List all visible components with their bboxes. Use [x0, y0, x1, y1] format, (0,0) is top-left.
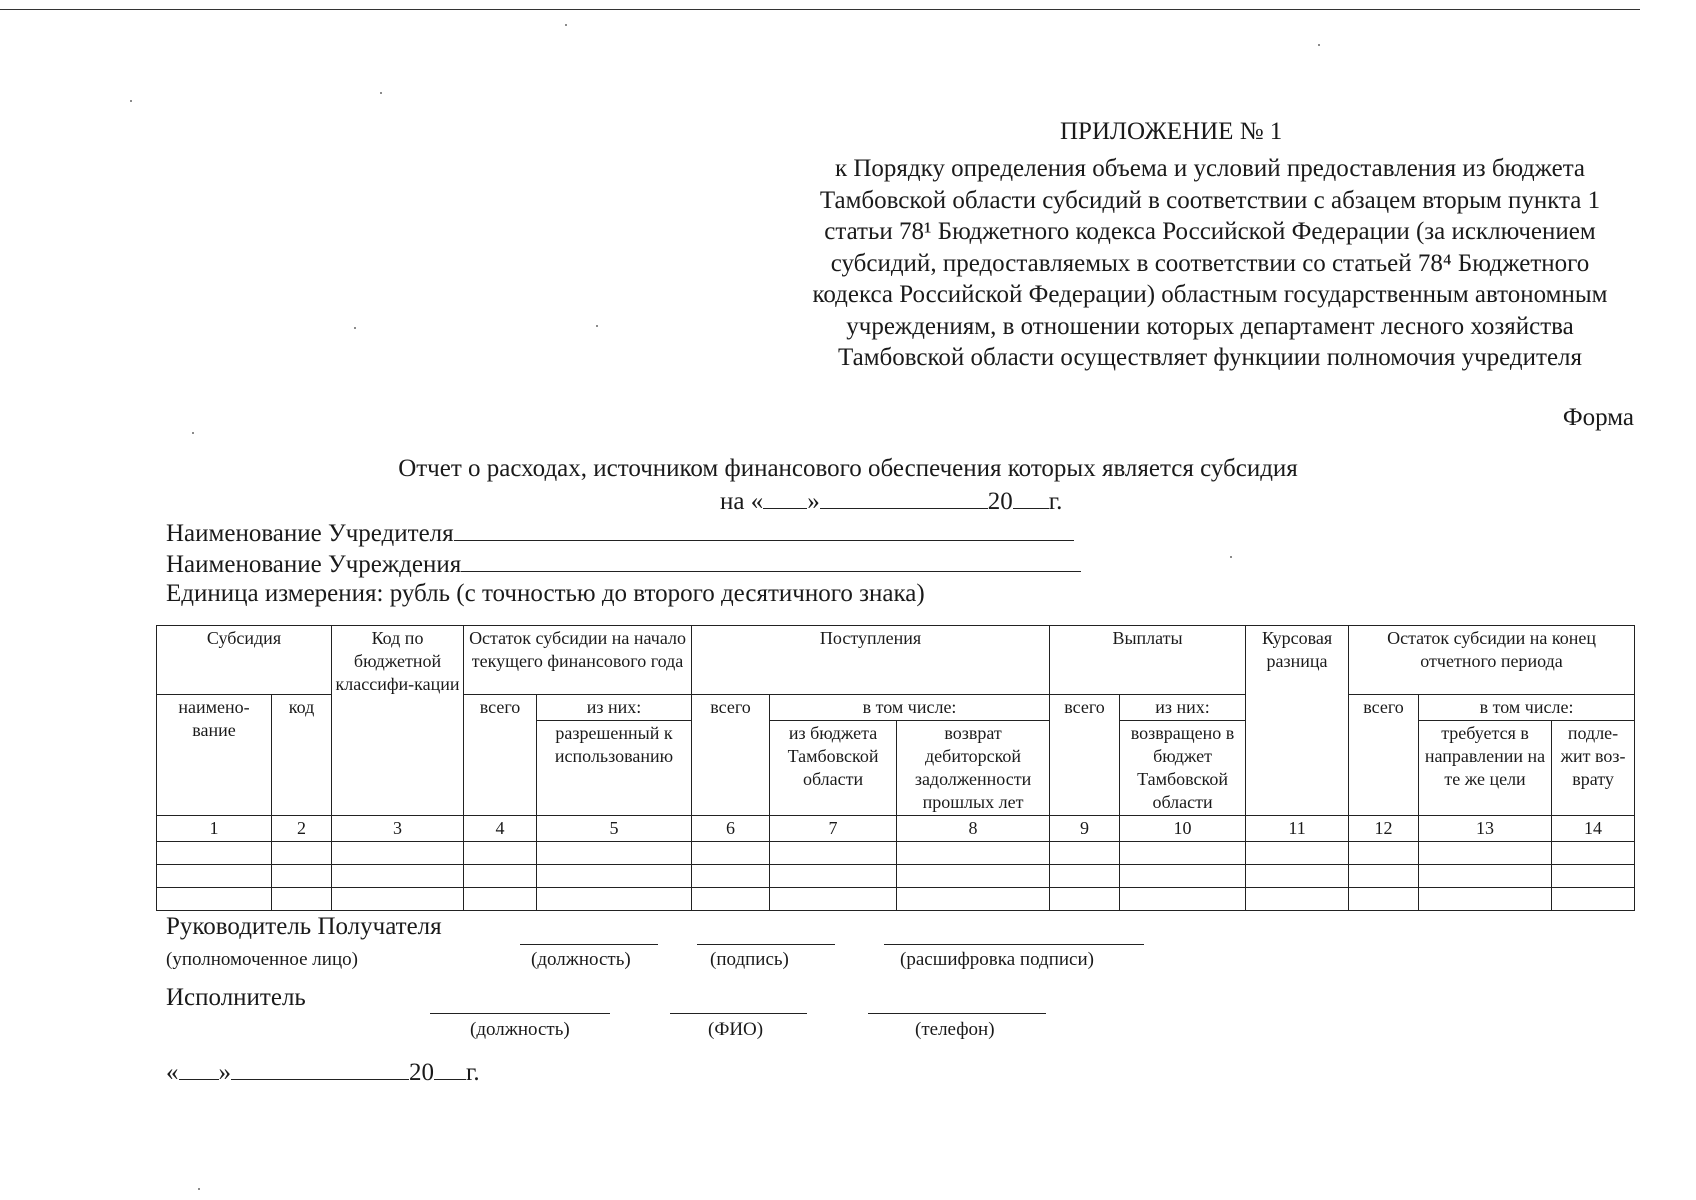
- position-caption: (должность): [531, 949, 631, 970]
- table-cell[interactable]: [157, 842, 272, 865]
- sign-date-suffix: г.: [466, 1059, 480, 1086]
- exec-phone-line[interactable]: [868, 1013, 1046, 1014]
- date-prefix: на «: [720, 488, 764, 515]
- table-cell[interactable]: [272, 842, 332, 865]
- header-from-budget: из бюджета Тамбовской области: [770, 721, 897, 816]
- speck: [380, 92, 382, 94]
- header-exchange: Курсовая разница: [1246, 626, 1349, 816]
- col-num: 12: [1349, 816, 1419, 842]
- annex-line: субсидий, предоставляемых в соответствии со статьей 78⁴ Бюджетного: [830, 249, 1590, 277]
- speck: [1230, 556, 1232, 558]
- annex-line: статьи 78¹ Бюджетного кодекса Российской Федерации (за исключением: [824, 218, 1596, 245]
- table-cell[interactable]: [1120, 888, 1246, 911]
- table-cell[interactable]: [897, 888, 1050, 911]
- exec-name-line[interactable]: [670, 1013, 807, 1014]
- table-cell[interactable]: [537, 842, 692, 865]
- table-cell[interactable]: [1120, 865, 1246, 888]
- table-cell[interactable]: [1246, 888, 1349, 911]
- institution-blank[interactable]: [461, 549, 1081, 572]
- col-num: 10: [1120, 816, 1246, 842]
- header-receipts: Поступления: [692, 626, 1050, 695]
- table-cell[interactable]: [1246, 865, 1349, 888]
- speck: [1318, 44, 1320, 46]
- header-allowed: разрешенный к использованию: [537, 721, 692, 816]
- col-num: 4: [464, 816, 537, 842]
- table-row: [157, 842, 1635, 865]
- table-cell[interactable]: [770, 842, 897, 865]
- header-total-9: всего: [1050, 695, 1120, 816]
- decoding-line[interactable]: [884, 944, 1144, 945]
- speck: [192, 432, 194, 434]
- annex-line: к Порядку определения объема и условий предоставления из бюджета: [834, 155, 1586, 182]
- header-payments: Выплаты: [1050, 626, 1246, 695]
- col-num: 6: [692, 816, 770, 842]
- header-returned: возвращено в бюджет Тамбовской области: [1120, 721, 1246, 816]
- col-num: 14: [1552, 816, 1635, 842]
- head-label: Руководитель Получателя: [166, 913, 442, 940]
- report-date: [720, 486, 1062, 516]
- annex-line: кодекса Российской Федерации) областным государственным автономным: [812, 281, 1608, 308]
- col-num: 13: [1419, 816, 1552, 842]
- header-total-12: всего: [1349, 695, 1419, 816]
- table-cell[interactable]: [1419, 842, 1552, 865]
- column-numbers-row: [157, 816, 1635, 842]
- header-subsidy: Субсидия: [157, 626, 332, 695]
- table-cell[interactable]: [1050, 865, 1120, 888]
- header-of-them-10: из них:: [1120, 695, 1246, 721]
- decoding-caption: (расшифровка подписи): [900, 949, 1094, 970]
- col-num: 8: [897, 816, 1050, 842]
- header-balance-start: Остаток субсидии на начало текущего финансового года: [464, 626, 692, 695]
- speck: [565, 24, 567, 26]
- col-num: 9: [1050, 816, 1120, 842]
- annex-title: ПРИЛОЖЕНИЕ № 1: [1060, 118, 1283, 145]
- header-total-4: всего: [464, 695, 537, 816]
- header-of-them-5: из них:: [537, 695, 692, 721]
- year-blank[interactable]: [1013, 486, 1049, 509]
- header-to-return: подле-жит воз-врату: [1552, 721, 1635, 816]
- table-cell[interactable]: [1050, 888, 1120, 911]
- day-blank[interactable]: [763, 486, 807, 509]
- table-cell[interactable]: [332, 888, 464, 911]
- header-balance-end: Остаток субсидии на конец отчетного периода: [1349, 626, 1635, 695]
- unit-label: Единица измерения: рубль (с точностью до второго десятичного знака): [166, 580, 925, 607]
- date-suffix: г.: [1048, 488, 1063, 515]
- table-cell[interactable]: [1246, 842, 1349, 865]
- header-required: требуется в направлении на те же цели: [1419, 721, 1552, 816]
- table-cell[interactable]: [272, 865, 332, 888]
- table-cell[interactable]: [1349, 865, 1419, 888]
- col-num: 2: [272, 816, 332, 842]
- sign-day-blank[interactable]: [179, 1057, 219, 1080]
- table-cell[interactable]: [332, 865, 464, 888]
- sign-date-year: 20: [409, 1059, 434, 1086]
- annex-line: Тамбовской области осуществляет функциии полномочия учредителя: [837, 344, 1583, 371]
- date-close: »: [218, 1059, 231, 1086]
- table-cell[interactable]: [464, 888, 537, 911]
- report-title: Отчет о расходах, источником финансового обеспечения которых является субсидия: [398, 455, 1298, 482]
- table-cell[interactable]: [1050, 842, 1120, 865]
- table-cell[interactable]: [537, 865, 692, 888]
- institution-field: [166, 549, 1081, 579]
- header-budget-code: Код по бюджетной классифи-кации: [332, 626, 464, 816]
- table-cell[interactable]: [157, 865, 272, 888]
- speck: [354, 327, 356, 329]
- col-num: 7: [770, 816, 897, 842]
- sign-month-blank[interactable]: [231, 1057, 409, 1080]
- table-cell[interactable]: [770, 865, 897, 888]
- sign-date: [166, 1057, 480, 1087]
- annex-line: учреждениям, в отношении которых департамент лесного хозяйства: [846, 312, 1574, 340]
- table-cell[interactable]: [692, 888, 770, 911]
- founder-field: [166, 518, 1074, 548]
- header-incl-7-8: в том числе:: [770, 695, 1050, 721]
- table-cell[interactable]: [1552, 888, 1635, 911]
- table-cell[interactable]: [332, 842, 464, 865]
- col-num: 1: [157, 816, 272, 842]
- table-row: [157, 888, 1635, 911]
- table-cell[interactable]: [464, 842, 537, 865]
- table-cell[interactable]: [1552, 865, 1635, 888]
- table-cell[interactable]: [1419, 888, 1552, 911]
- founder-label: Наименование Учредителя: [166, 520, 454, 547]
- header-code: код: [272, 695, 332, 816]
- founder-blank[interactable]: [454, 518, 1074, 541]
- month-blank[interactable]: [820, 486, 988, 509]
- executor-label: Исполнитель: [166, 984, 306, 1011]
- head-sub-label: (уполномоченное лицо): [166, 949, 358, 970]
- table-cell[interactable]: [692, 842, 770, 865]
- col-num: 3: [332, 816, 464, 842]
- table-cell[interactable]: [1552, 842, 1635, 865]
- header-name: наимено-вание: [157, 695, 272, 816]
- table-row: [157, 865, 1635, 888]
- exec-name-caption: (ФИО): [708, 1019, 764, 1040]
- table-cell[interactable]: [157, 888, 272, 911]
- signature-caption: (подпись): [710, 949, 789, 970]
- sign-year-blank[interactable]: [434, 1057, 466, 1080]
- exec-phone-caption: (телефон): [915, 1019, 995, 1040]
- header-incl-13-14: в том числе:: [1419, 695, 1635, 721]
- table-cell[interactable]: [1349, 888, 1419, 911]
- table-cell[interactable]: [537, 888, 692, 911]
- exec-position-caption: (должность): [470, 1019, 570, 1040]
- top-rule: [0, 9, 1640, 10]
- table-cell[interactable]: [1120, 842, 1246, 865]
- table-cell[interactable]: [1349, 842, 1419, 865]
- col-num: 11: [1246, 816, 1349, 842]
- form-label: Форма: [1562, 404, 1634, 431]
- header-return-debt: возврат дебиторской задолженности прошлых лет: [897, 721, 1050, 816]
- speck: [596, 325, 598, 327]
- table-cell[interactable]: [770, 888, 897, 911]
- table-cell[interactable]: [692, 865, 770, 888]
- position-line[interactable]: [520, 944, 658, 945]
- report-table: [156, 625, 1635, 911]
- header-total-6: всего: [692, 695, 770, 816]
- exec-position-line[interactable]: [430, 1013, 610, 1014]
- table-cell[interactable]: [1419, 865, 1552, 888]
- table-cell[interactable]: [897, 842, 1050, 865]
- speck: [198, 1188, 200, 1190]
- institution-label: Наименование Учреждения: [166, 551, 462, 578]
- table-cell[interactable]: [464, 865, 537, 888]
- date-year: 20: [987, 488, 1013, 515]
- table-cell[interactable]: [897, 865, 1050, 888]
- col-num: 5: [537, 816, 692, 842]
- annex-line: Тамбовской области субсидий в соответствии с абзацем вторым пункта 1: [819, 186, 1601, 214]
- speck: [130, 100, 132, 102]
- signature-line[interactable]: [697, 944, 835, 945]
- date-mid: »: [807, 488, 820, 515]
- date-open: «: [166, 1059, 179, 1086]
- table-cell[interactable]: [272, 888, 332, 911]
